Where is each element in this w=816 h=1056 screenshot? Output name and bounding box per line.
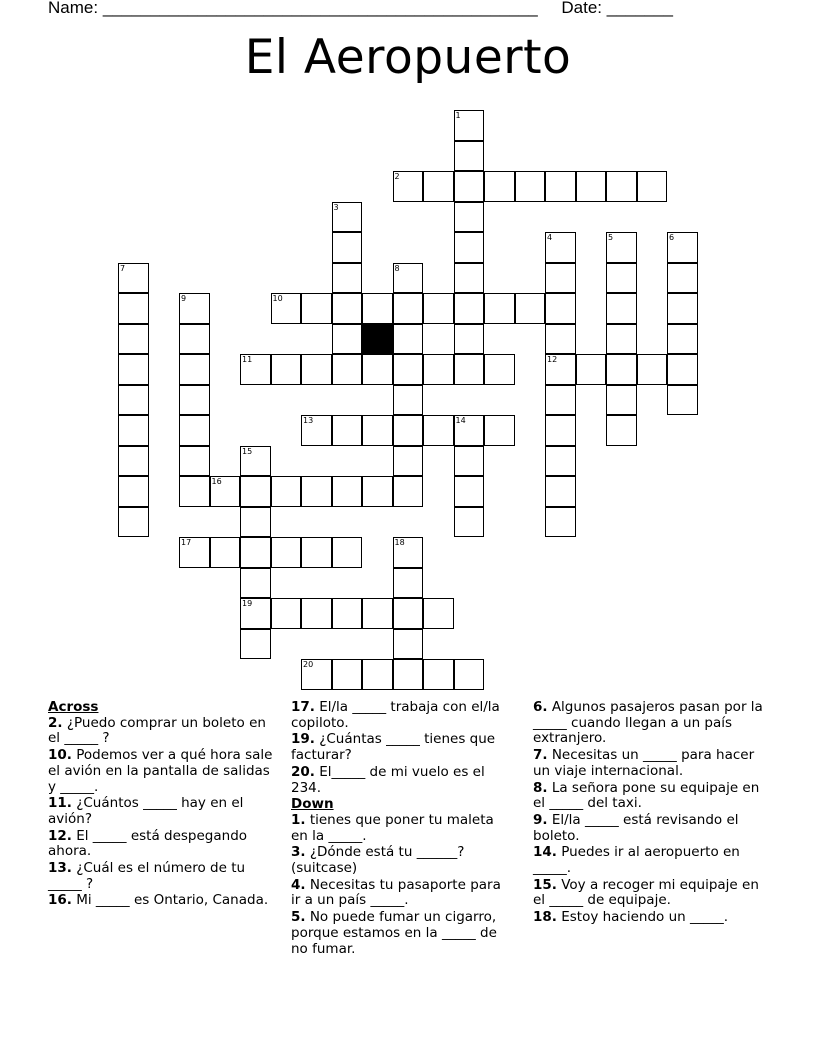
- crossword-cell[interactable]: [332, 324, 363, 355]
- crossword-cell[interactable]: [393, 324, 424, 355]
- crossword-cell[interactable]: [393, 354, 424, 385]
- crossword-cell[interactable]: [484, 415, 515, 446]
- clue-text: Algunos pasajeros pasan por la _____ cuando llegan a un país extranjero.: [533, 699, 763, 747]
- crossword-cell[interactable]: [454, 293, 485, 324]
- crossword-cell[interactable]: [240, 629, 271, 660]
- clue-item: [48, 748, 280, 795]
- crossword-cell[interactable]: [454, 446, 485, 477]
- clue-number: 6.: [533, 699, 548, 715]
- clue-number: 20.: [291, 763, 315, 780]
- crossword-cell[interactable]: [179, 415, 210, 446]
- crossword-cell[interactable]: [606, 171, 637, 202]
- clue-number: 18.: [533, 909, 557, 926]
- clue-text: Podemos ver a qué hora sale el avión en la pantalla de salidas y _____.: [48, 747, 273, 795]
- clue-number-label: 5: [608, 233, 614, 242]
- clue-number: 14.: [533, 844, 557, 861]
- date-label: Date:: [561, 0, 602, 17]
- clue-number-label: 19: [242, 599, 253, 608]
- clue-text: Puedes ir al aeropuerto en _____.: [533, 844, 740, 877]
- clue-number: 3.: [291, 844, 306, 861]
- clue-text: La señora pone su equipaje en el _____ del taxi.: [533, 779, 760, 812]
- crossword-cell[interactable]: [301, 476, 332, 507]
- crossword-cell[interactable]: [362, 354, 393, 385]
- clue-number-label: 9: [181, 294, 187, 303]
- crossword-cell[interactable]: [606, 354, 637, 385]
- clue-number-label: 6: [669, 233, 675, 242]
- crossword-cell[interactable]: [393, 659, 424, 690]
- clue-item: [291, 813, 511, 844]
- crossword-cell[interactable]: [301, 354, 332, 385]
- crossword-cell[interactable]: [118, 385, 149, 416]
- clue-text: Necesitas tu pasaporte para ir a un país _____.: [291, 876, 501, 909]
- crossword-cell[interactable]: [179, 385, 210, 416]
- crossword-cell[interactable]: [332, 537, 363, 568]
- crossword-cell[interactable]: [179, 476, 210, 507]
- crossword-cell[interactable]: [393, 446, 424, 477]
- crossword-cell[interactable]: [454, 202, 485, 233]
- crossword-cell[interactable]: [362, 659, 393, 690]
- crossword-cell[interactable]: [393, 476, 424, 507]
- name-label: Name:: [48, 0, 99, 17]
- down-clue-list-continued: [533, 700, 765, 926]
- crossword-cell[interactable]: [606, 293, 637, 324]
- clue-number: 13.: [48, 860, 72, 877]
- clue-number-label: 3: [333, 202, 339, 212]
- crossword-cell[interactable]: [606, 385, 637, 416]
- blocked-cell: [362, 324, 393, 355]
- crossword-cell[interactable]: [454, 507, 485, 538]
- crossword-cell[interactable]: [454, 476, 485, 507]
- crossword-cell[interactable]: [423, 598, 454, 629]
- crossword-cell[interactable]: [332, 598, 363, 629]
- crossword-cell[interactable]: [118, 507, 149, 538]
- crossword-cell[interactable]: [484, 171, 515, 202]
- clue-text: ¿Dónde está tu ______? (suitcase): [291, 844, 465, 877]
- crossword-cell[interactable]: [545, 415, 576, 446]
- clue-text: Voy a recoger mi equipaje en el _____ de equipaje.: [533, 876, 759, 909]
- clue-number: 19.: [291, 731, 315, 748]
- crossword-cell[interactable]: [454, 354, 485, 385]
- crossword-cell[interactable]: [118, 476, 149, 507]
- clue-text: ¿Puedo comprar un boleto en el _____ ?: [48, 714, 266, 747]
- crossword-cell[interactable]: [179, 354, 210, 385]
- crossword-cell[interactable]: [179, 324, 210, 355]
- crossword-cell[interactable]: [118, 446, 149, 477]
- crossword-cell[interactable]: [393, 568, 424, 599]
- clue-number-label: 10: [272, 294, 283, 303]
- clue-number-label: 2: [394, 172, 400, 181]
- crossword-cell[interactable]: [606, 324, 637, 355]
- crossword-cell[interactable]: [271, 598, 302, 629]
- clue-item: [48, 861, 280, 892]
- crossword-cell[interactable]: [423, 171, 454, 202]
- crossword-cell[interactable]: [515, 293, 546, 324]
- clue-number: 4.: [291, 876, 306, 893]
- crossword-cell[interactable]: [332, 232, 363, 263]
- crossword-cell[interactable]: [576, 171, 607, 202]
- crossword-cell[interactable]: [240, 507, 271, 538]
- crossword-cell[interactable]: [545, 263, 576, 294]
- clue-item: [291, 910, 511, 957]
- clue-text: ¿Cuántas _____ tienes que facturar?: [291, 731, 496, 764]
- crossword-cell[interactable]: [301, 537, 332, 568]
- crossword-cell[interactable]: [301, 293, 332, 324]
- clue-text: El_____ de mi vuelo es el 234.: [291, 763, 485, 796]
- clues-column-1: [48, 700, 280, 910]
- crossword-cell[interactable]: [393, 629, 424, 660]
- crossword-cell[interactable]: [393, 293, 424, 324]
- crossword-cell[interactable]: [637, 354, 668, 385]
- clue-number: 12.: [48, 827, 72, 844]
- clue-number-label: 12: [547, 355, 558, 364]
- across-clue-list-continued: [291, 700, 511, 796]
- crossword-cell[interactable]: [179, 446, 210, 477]
- crossword-cell[interactable]: [423, 659, 454, 690]
- clue-number: 15.: [533, 876, 557, 893]
- crossword-cell[interactable]: [118, 293, 149, 324]
- crossword-cell[interactable]: [606, 415, 637, 446]
- name-line[interactable]: ______________________________________________: [102, 0, 538, 17]
- clue-text: El _____ está despegando ahora.: [48, 827, 248, 860]
- clue-number: 16.: [48, 892, 72, 909]
- crossword-cell[interactable]: [332, 293, 363, 324]
- clue-number-label: 8: [394, 263, 400, 273]
- crossword-cell[interactable]: [454, 141, 485, 172]
- crossword-cell[interactable]: [545, 507, 576, 538]
- clue-text: tienes que poner tu maleta en la _____.: [291, 811, 494, 844]
- crossword-cell[interactable]: [423, 415, 454, 446]
- crossword-cell[interactable]: [332, 476, 363, 507]
- clue-item: [291, 845, 511, 876]
- clue-number-label: 16: [211, 477, 222, 486]
- crossword-cell[interactable]: [515, 171, 546, 202]
- clue-item: [291, 878, 511, 909]
- clue-number-label: 17: [181, 538, 192, 547]
- crossword-cell[interactable]: [667, 385, 698, 416]
- crossword-cell[interactable]: [332, 354, 363, 385]
- page-title: El Aeropuerto: [244, 30, 572, 85]
- crossword-cell[interactable]: [240, 568, 271, 599]
- crossword-cell[interactable]: [545, 385, 576, 416]
- clue-text: Mi _____ es Ontario, Canada.: [71, 892, 269, 909]
- clue-item: [533, 845, 765, 876]
- clues-column-2: [291, 700, 511, 958]
- crossword-cell[interactable]: [271, 537, 302, 568]
- crossword-cell[interactable]: [240, 537, 271, 568]
- clue-number-label: 1: [455, 111, 461, 120]
- clue-text: Estoy haciendo un _____.: [556, 909, 729, 926]
- clue-text: Necesitas un _____ para hacer un viaje internacional.: [533, 747, 755, 779]
- clue-text: ¿Cuál es el número de tu _____ ?: [48, 860, 246, 892]
- crossword-cell[interactable]: [606, 263, 637, 294]
- clue-number-label: 15: [242, 446, 253, 456]
- crossword-cell[interactable]: [332, 415, 363, 446]
- clue-number: 2.: [48, 714, 63, 731]
- crossword-cell[interactable]: [362, 415, 393, 446]
- crossword-cell[interactable]: [271, 476, 302, 507]
- clue-item: [533, 700, 765, 747]
- crossword-cell[interactable]: [362, 293, 393, 324]
- clue-text: No puede fumar un cigarro, porque estamos en la _____ de no fumar.: [291, 909, 497, 957]
- clue-number-label: 20: [303, 660, 314, 669]
- clue-number-label: 13: [303, 416, 314, 425]
- clue-number: 11.: [48, 795, 72, 812]
- crossword-cell[interactable]: [362, 476, 393, 507]
- clue-item: [533, 910, 765, 926]
- clue-number: 17.: [291, 699, 315, 715]
- clue-number: 7.: [533, 747, 548, 764]
- crossword-cell[interactable]: [118, 324, 149, 355]
- crossword-cell[interactable]: [637, 171, 668, 202]
- crossword-cell[interactable]: [362, 598, 393, 629]
- clue-item: [48, 796, 280, 827]
- crossword-cell[interactable]: [667, 324, 698, 355]
- crossword-cell[interactable]: [118, 354, 149, 385]
- crossword-cell[interactable]: [301, 598, 332, 629]
- crossword-cell[interactable]: [454, 324, 485, 355]
- clues-column-3: [533, 700, 765, 927]
- clue-item: [48, 829, 280, 860]
- crossword-cell[interactable]: [454, 263, 485, 294]
- clue-item: [533, 781, 765, 812]
- crossword-cell[interactable]: [454, 232, 485, 263]
- clue-text: El/la _____ trabaja con el/la copiloto.: [291, 699, 500, 731]
- crossword-cell[interactable]: [667, 293, 698, 324]
- crossword-cell[interactable]: [423, 293, 454, 324]
- crossword-cell[interactable]: [667, 263, 698, 294]
- clue-number-label: 7: [120, 263, 126, 273]
- crossword-cell[interactable]: [576, 354, 607, 385]
- down-heading: Down: [291, 796, 334, 813]
- crossword-cell[interactable]: [240, 476, 271, 507]
- crossword-cell[interactable]: [423, 354, 454, 385]
- clue-number-label: 18: [394, 538, 405, 547]
- clue-item: [533, 878, 765, 909]
- clue-item: [533, 813, 765, 844]
- clue-number-label: 4: [547, 233, 553, 242]
- crossword-cell[interactable]: [118, 415, 149, 446]
- crossword-cell[interactable]: [393, 415, 424, 446]
- clue-number: 8.: [533, 779, 548, 796]
- crossword-cell[interactable]: [545, 293, 576, 324]
- clue-item: [291, 765, 511, 796]
- date-line[interactable]: _______: [606, 0, 673, 17]
- clue-number: 5.: [291, 909, 306, 926]
- crossword-cell[interactable]: [545, 171, 576, 202]
- crossword-cell[interactable]: [332, 659, 363, 690]
- crossword-cell[interactable]: [545, 476, 576, 507]
- crossword-cell[interactable]: [667, 354, 698, 385]
- clue-number-label: 11: [242, 355, 253, 364]
- crossword-cell[interactable]: [454, 659, 485, 690]
- crossword-cell[interactable]: [454, 171, 485, 202]
- clue-number: 10.: [48, 747, 72, 764]
- clue-number: 1.: [291, 811, 306, 828]
- clue-item: [48, 716, 280, 747]
- clue-item: [291, 700, 511, 731]
- clue-item: [291, 732, 511, 763]
- crossword-cell[interactable]: [332, 263, 363, 294]
- crossword-cell[interactable]: [393, 598, 424, 629]
- crossword-cell[interactable]: [484, 354, 515, 385]
- clue-number-label: 14: [455, 416, 466, 425]
- crossword-cell[interactable]: [545, 324, 576, 355]
- across-heading: Across: [48, 699, 99, 715]
- clue-text: El/la _____ está revisando el boleto.: [533, 811, 739, 844]
- crossword-cell[interactable]: [210, 537, 241, 568]
- crossword-cell[interactable]: [271, 354, 302, 385]
- crossword-cell[interactable]: [484, 293, 515, 324]
- clue-number: 9.: [533, 811, 548, 828]
- across-clue-list: [48, 716, 280, 909]
- crossword-cell[interactable]: [393, 385, 424, 416]
- clue-item: [48, 893, 280, 909]
- clue-item: [533, 748, 765, 779]
- clue-text: ¿Cuántos _____ hay en el avión?: [48, 795, 244, 827]
- down-clue-list: [291, 813, 511, 957]
- crossword-cell[interactable]: [545, 446, 576, 477]
